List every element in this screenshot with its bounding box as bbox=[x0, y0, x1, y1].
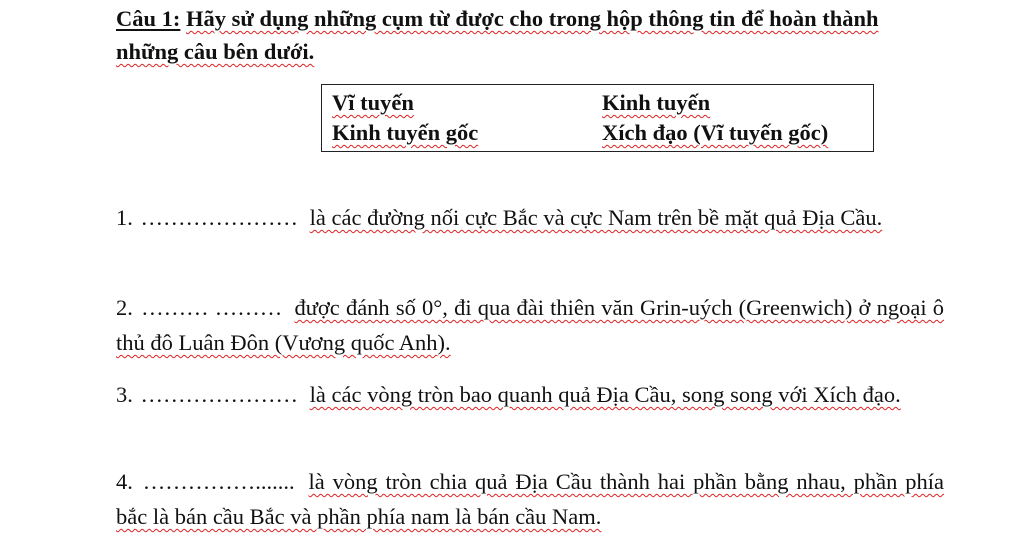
fill-in-item-4 bbox=[116, 464, 944, 534]
question-label: Câu 1: bbox=[116, 6, 181, 31]
word-xich-dao: Xích đạo (Vĩ tuyến gốc) bbox=[602, 120, 829, 145]
word-vi-tuyen: Vĩ tuyến bbox=[332, 90, 414, 115]
item-text: là các đường nối cực Bắc và cực Nam trên bề mặt quả Địa Cầu. bbox=[309, 205, 883, 230]
item-text: được đánh số 0°, đi qua đài thiên văn Grin-uých (Greenwich) ở ngoại ô thủ đô Luân Đôn (Vương quốc Anh). bbox=[116, 295, 945, 355]
answer-blank: ………………… bbox=[140, 382, 298, 407]
answer-blank: ……………....... bbox=[142, 469, 295, 494]
word-kinh-tuyen: Kinh tuyến bbox=[602, 90, 711, 115]
word-kinh-tuyen-goc: Kinh tuyến gốc bbox=[332, 120, 479, 145]
answer-blank: ………………… bbox=[140, 205, 298, 230]
fill-in-item-2 bbox=[116, 290, 944, 360]
fill-in-item-1 bbox=[116, 200, 944, 235]
question-instruction: Hãy sử dụng những cụm từ được cho trong hộp thông tin để hoàn thành những câu bên dưới. bbox=[116, 6, 879, 64]
question-title bbox=[116, 2, 946, 68]
fill-in-item-3 bbox=[116, 377, 944, 412]
word-box bbox=[321, 84, 874, 152]
item-number: 3. bbox=[116, 382, 133, 407]
item-text: là vòng tròn chia quả Địa Cầu thành hai phần bằng nhau, phần phía bắc là bán cầu Bắc và phần phía nam là bán cầu Nam. bbox=[116, 469, 944, 529]
item-number: 4. bbox=[116, 469, 133, 494]
answer-blank: ……… ……… bbox=[141, 295, 283, 320]
item-text: là các vòng tròn bao quanh quả Địa Cầu, song song với Xích đạo. bbox=[309, 382, 901, 407]
item-number: 2. bbox=[116, 295, 133, 320]
item-number: 1. bbox=[116, 205, 133, 230]
